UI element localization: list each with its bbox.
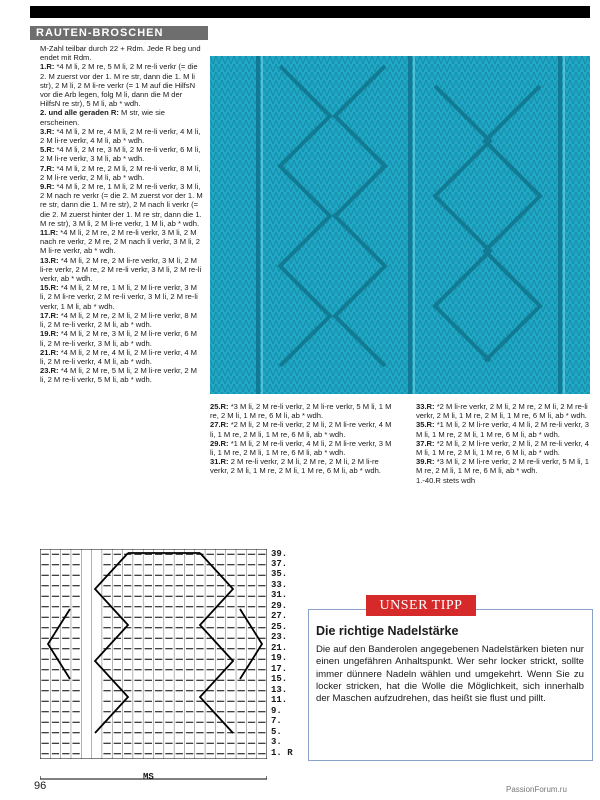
instructions-column-3 bbox=[416, 402, 591, 485]
row-label: 21. bbox=[271, 643, 288, 653]
row-13: 13.R: *4 M li, 2 M re, 2 M li-re verkr, 3 M li, 2 M li-re verkr, 2 M re, 2 M re-li verkr, 3 M li, 2 M re-li verkr, ab * wdh. bbox=[40, 255, 202, 284]
row-label: 11. bbox=[271, 695, 288, 705]
row-2: 2. und alle geraden R: M str, wie sie erscheinen. bbox=[40, 108, 165, 127]
knit-texture bbox=[210, 56, 590, 394]
row-label: 39. bbox=[271, 549, 288, 559]
repeat-note: 1.-40.R stets wdh bbox=[416, 475, 476, 485]
watermark: PassionForum.ru bbox=[506, 785, 567, 794]
row-31: 31.R: 2 M re-li verkr, 2 M li, 2 M re, 2 M li, 2 M li-re verkr, 2 M li, 1 M re, 2 M li, 1 M re, 6 M li, ab * wdh. bbox=[210, 457, 381, 476]
chart-grid bbox=[40, 549, 267, 759]
row-label: 25. bbox=[271, 622, 288, 632]
row-label: 9. bbox=[271, 706, 282, 716]
row-label: 27. bbox=[271, 611, 288, 621]
row-7: 7.R: *4 M li, 2 M re, 2 M li, 2 M re-li verkr, 8 M li, 2 M li-re verkr, 2 M li, ab * wdh. bbox=[40, 163, 201, 182]
row-39: 39.R: *3 M li, 2 M li-re verkr, 2 M re-li verkr, 5 M li, 1 M re, 2 M li, 1 M re, 6 M li, ab * wdh. bbox=[416, 457, 590, 476]
top-black-bar bbox=[30, 6, 590, 18]
row-label: 7. bbox=[271, 716, 282, 726]
page-number: 96 bbox=[34, 780, 47, 792]
chart-row-labels bbox=[271, 549, 301, 759]
row-25: 25.R: *3 M li, 2 M re-li verkr, 2 M li-re verkr, 5 M li, 1 M re, 2 M li, 1 M re, 6 M li, ab * wdh. bbox=[210, 402, 392, 421]
instructions-column-2 bbox=[210, 402, 392, 476]
row-33: 33.R: *2 M li-re verkr, 2 M li, 2 M re, 2 M li, 2 M re-li verkr, 2 M li, 1 M re, 2 M li, 1 M re, 6 M li, ab * wdh. bbox=[416, 402, 588, 421]
row-17: 17.R: *4 M li, 2 M re, 2 M li, 2 M li-re verkr, 8 M li, 2 M re-li verkr, 2 M li, ab * wdh. bbox=[40, 310, 197, 330]
section-title-bar bbox=[30, 26, 208, 40]
intro-text: M-Zahl teilbar durch 22 + Rdm. Jede R beg und endet mit Rdm. bbox=[40, 44, 201, 63]
knit-sample-photo bbox=[210, 56, 590, 394]
row-label: 13. bbox=[271, 685, 288, 695]
row-label: 15. bbox=[271, 674, 288, 684]
row-3: 3.R: *4 M li, 2 M re, 4 M li, 2 M re-li verkr, 4 M li, 2 M li-re verkr, 4 M li, ab * wdh. bbox=[40, 126, 201, 146]
ms-label: MS bbox=[143, 772, 154, 782]
row-11: 11.R: *4 M li, 2 M re, 2 M re-li verkr, 3 M li, 2 M nach re verkr, 2 M re, 2 M nach li verkr, 3 M li, 2 M li-re verkr, ab * wdh. bbox=[40, 228, 200, 256]
row-19: 19.R: *4 M li, 2 M re, 3 M li, 2 M li-re verkr, 6 M li, 2 M re-li verkr, 3 M li, ab * wdh. bbox=[40, 329, 197, 348]
row-9: 9.R: *4 M li, 2 M re, 1 M li, 2 M re-li verkr, 3 M li, 2 M nach re verkr (= die 2. M zuerst vor der 1. M re str, dann die 1. M re str), 2 M nach li verkr (= die 2. M zuerst hinter der 1. M re str, dann die 1. M re str), 3 M li, 2 M li-re verkr, 1 M li, ab * wdh. bbox=[40, 182, 203, 228]
row-label: 17. bbox=[271, 664, 288, 674]
row-35: 35.R: *1 M li, 2 M li-re verkr, 4 M li, 2 M re-li verkr, 3 M li, 1 M re, 2 M li, 1 M re, 6 M li, ab * wdh. bbox=[416, 420, 590, 439]
row-label: 19. bbox=[271, 653, 288, 663]
row-37: 37.R: *2 M li, 2 M li-re verkr, 2 M li, 2 M re-li verkr, 4 M li, 1 M re, 2 M li, 1 M re, 6 M li, ab * wdh. bbox=[416, 438, 590, 458]
row-1: 1.R: *4 M li, 2 M re, 5 M li, 2 M re-li verkr (= die 2. M zuerst vor der 1. M re str, dann die 1. M li str), 2 M li, 2 M li-re verkr (= 1 M auf die HilfsN vor die Arb legen, folg M li, dann die M der HilfsN re str), 5 M li, ab * wdh. bbox=[40, 62, 198, 109]
row-label: 37. bbox=[271, 559, 288, 569]
instructions-column-1 bbox=[40, 44, 203, 385]
tip-text: Die auf den Banderolen angegebenen Nadelstärken bieten nur einen ungefähren Anhaltspunkt. Wer sehr locker strickt, sollte immer dünnere Nadeln wählen und umgekehrt. Wenn Sie zu locker stricken, hat die Wolle die Möglichkeit, sich innerhalb der Maschen aufzudrehen, das heißt sie flust und pillt. bbox=[316, 644, 584, 705]
row-label: 29. bbox=[271, 601, 288, 611]
section-title: RAUTEN-BROSCHEN bbox=[36, 27, 164, 39]
row-label: 35. bbox=[271, 569, 288, 579]
row-23: 23.R: *4 M li, 2 M re, 5 M li, 2 M li-re verkr, 2 M li, 2 M re-li verkr, 5 M li, ab * wdh. bbox=[40, 366, 197, 385]
row-label: 3. bbox=[271, 737, 282, 747]
knitting-chart bbox=[40, 549, 267, 759]
row-29: 29.R: *1 M li, 2 M re-li verkr, 4 M li, 2 M li-re verkr, 3 M li, 1 M re, 2 M li, 1 M re, 6 M li, ab * wdh. bbox=[210, 438, 392, 458]
row-15: 15.R: *4 M li, 2 M re, 1 M li, 2 M li-re verkr, 3 M li, 2 M li-re verkr, 2 M re-li verkr, 3 M li, 2 M re-li verkr, 1 M li, ab * wdh. bbox=[40, 283, 198, 311]
tip-tag: UNSER TIPP bbox=[366, 595, 476, 616]
row-label: 5. bbox=[271, 727, 282, 737]
row-27: 27.R: *2 M li, 2 M re-li verkr, 2 M li, 2 M li-re verkr, 4 M li, 1 M re, 2 M li, 1 M re, 6 M li, ab * wdh. bbox=[210, 420, 392, 439]
row-21: 21.R: *4 M li, 2 M re, 4 M li, 2 M li-re verkr, 4 M li, 2 M re-li verkr, 4 M li, ab * wdh. bbox=[40, 347, 197, 366]
row-label: 1. R bbox=[271, 748, 293, 758]
row-label: 23. bbox=[271, 632, 288, 642]
row-label: 31. bbox=[271, 590, 288, 600]
row-5: 5.R: *4 M li, 2 M re, 3 M li, 2 M re-li verkr, 6 M li, 2 M li-re verkr, 3 M li, ab * wdh. bbox=[40, 145, 201, 164]
tip-title: Die richtige Nadelstärke bbox=[316, 624, 459, 638]
row-label: 33. bbox=[271, 580, 288, 590]
